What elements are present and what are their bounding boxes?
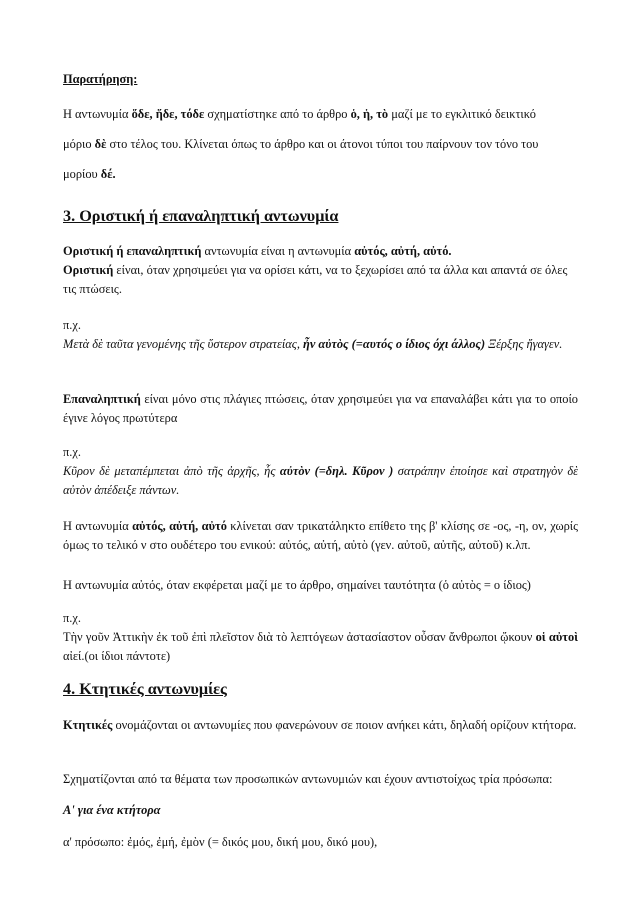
- section-3-heading: 3. Οριστική ή επαναληπτική αντωνυμία: [63, 207, 339, 225]
- section-3-repetitive: Επαναληπτική είναι μόνο στις πλάγιες πτώσεις, όταν χρησιμεύει για να επαναλάβει κάτι για το οποίο έγινε λόγος πρωτύτερα: [63, 392, 578, 425]
- section-4-first-person: α' πρόσωπο: ἐμός, ἐμή, ἐμὸν (= δικός μου, δική μου, δικό μου),: [63, 835, 378, 849]
- section-3-definitive: Οριστική είναι, όταν χρησιμεύει για να ορίσει κάτι, να το ξεχωρίσει από τα άλλα και απαντά σε όλες τις πτώσεις.: [63, 263, 568, 296]
- example-1-text: Μετὰ δὲ ταῦτα γενομένης τῆς ὕστερον στρατείας, ἦν αὐτὸς (=αυτός ο ίδιος όχι άλλος) Ξέρξης ἤγαγεν.: [63, 337, 563, 351]
- example-3-label: π.χ.: [63, 611, 81, 625]
- section-4-definition: Κτητικές ονομάζονται οι αντωνυμίες που φανερώνουν σε ποιον ανήκει κάτι, δηλαδή ορίζουν κτήτορα.: [63, 718, 577, 732]
- example-1-label: π.χ.: [63, 318, 81, 332]
- section-4-subheading: Α' για ένα κτήτορα: [63, 803, 161, 817]
- observation-line-3: μορίου δέ.: [63, 167, 116, 181]
- section-4-formation: Σχηματίζονται από τα θέματα των προσωπικών αντωνυμιών και έχουν αντιστοίχως τρία πρόσωπα:: [63, 772, 553, 786]
- section-4-title: [63, 679, 578, 699]
- observation-heading-text: Παρατήρηση:: [63, 72, 138, 86]
- observation-heading: [63, 70, 578, 89]
- example-3-text: Τὴν γοῦν Ἀττικὴν ἐκ τοῦ ἐπὶ πλεῖστον διὰ τὸ λεπτόγεων ἀστασίαστον οὖσαν ἄνθρωποι ᾤκουν οἱ αὐτοὶ αἰεί.(οι ίδιοι πάντοτε): [63, 630, 578, 663]
- observation-line-2: μόριο δὲ στο τέλος του. Κλίνεται όπως το άρθρο και οι άτονοι τύποι του παίρνουν τον τόνο του: [63, 137, 539, 151]
- section-3-declension: Η αντωνυμία αὐτός, αὐτή, αὐτό κλίνεται σαν τρικατάληκτο επίθετο της β' κλίσης σε -ος, -η, ον, χωρίς όμως το τελικό ν στο ουδέτερο του ενικού: αὐτός, αὐτή, αὐτὸ (γεν. αὐτοῦ, αὐτῆς, αὐτοῦ) κ.λπ.: [63, 519, 579, 552]
- section-3-title: [63, 206, 578, 226]
- section-4-heading: 4. Κτητικές αντωνυμίες: [63, 680, 227, 698]
- observation-paragraph: [63, 99, 578, 189]
- example-2-text: Κῦρον δὲ μεταπέμπεται ἀπὸ τῆς ἀρχῆς, ἧς αὐτὸν (=δηλ. Κῦρον ) σατράπην ἐποίησε καὶ στρατηγὸν δὲ αὐτὸν ἀπέδειξε πάντων.: [63, 464, 578, 497]
- example-2-label: π.χ.: [63, 445, 81, 459]
- observation-line-1: Η αντωνυμία ὅδε, ἥδε, τόδε σχηματίστηκε από το άρθρο ὁ, ἡ, τὸ μαζί με το εγκλιτικό δεικτικό: [63, 107, 536, 121]
- section-3-definition: Οριστική ή επαναληπτική αντωνυμία είναι η αντωνυμία αὐτός, αὐτή, αὐτό.: [63, 244, 452, 258]
- section-3-identity: Η αντωνυμία αὐτός, όταν εκφέρεται μαζί με το άρθρο, σημαίνει ταυτότητα (ὁ αὐτὸς = ο ίδιος): [63, 578, 531, 592]
